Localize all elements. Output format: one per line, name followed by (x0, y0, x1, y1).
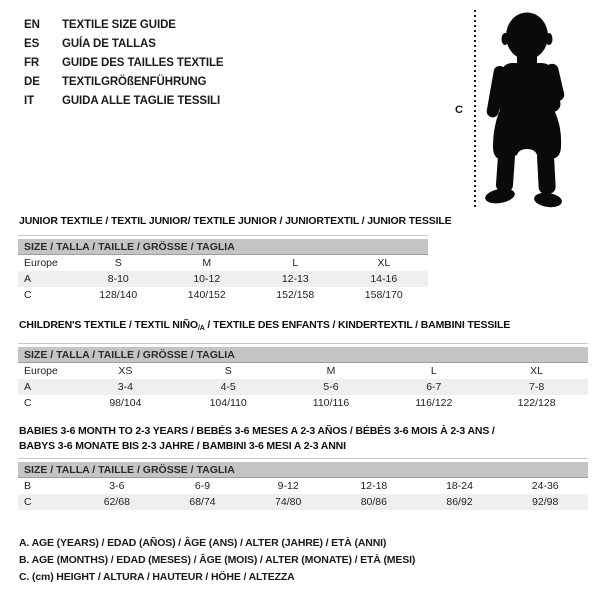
children-title-part: / TEXTILE DES ENFANTS / KINDERTEXTIL / BAMBINI TESSILE (204, 319, 511, 331)
table-row (18, 363, 588, 379)
junior-table-title: JUNIOR TEXTILE / TEXTIL JUNIOR/ TEXTILE JUNIOR / JUNIORTEXTIL / JUNIOR TESSILE (19, 215, 452, 227)
junior-table (18, 235, 428, 303)
language-code: FR (24, 56, 40, 69)
children-title-part: CHILDREN'S TEXTILE / TEXTIL NIÑO (19, 319, 198, 331)
babies-size-header: SIZE / TALLA / TAILLE / GRÖSSE / TAGLIA (18, 462, 588, 478)
table-cell: 80/86 (360, 496, 387, 508)
babies-title-line1: BABIES 3-6 MONTH TO 2-3 YEARS / BEBÉS 3-6 MESES A 2-3 AÑOS / BÉBÉS 3-6 MOIS À 2-3 ANS / (19, 425, 495, 437)
language-row-en (24, 15, 224, 34)
row-label: A (24, 273, 32, 285)
table-row (18, 287, 428, 303)
language-row-de (24, 72, 224, 91)
row-label: A (24, 381, 32, 393)
table-cell: 9-12 (277, 480, 299, 492)
table-cell: 18-24 (446, 480, 473, 492)
babies-table (18, 458, 588, 510)
language-row-es (24, 34, 224, 53)
language-title: GUIDA ALLE TAGLIE TESSILI (62, 94, 221, 107)
table-row (18, 379, 588, 395)
table-cell: 122/128 (517, 397, 556, 409)
row-label: Europe (24, 365, 58, 377)
table-cell: 62/68 (103, 496, 130, 508)
height-measure-label: C (455, 104, 463, 116)
table-row (18, 478, 588, 494)
children-table-title (19, 319, 510, 331)
table-row (18, 255, 428, 271)
height-measure-dotted-line (474, 10, 476, 207)
children-size-header: SIZE / TALLA / TAILLE / GRÖSSE / TAGLIA (18, 347, 588, 363)
table-cell: 6-9 (194, 480, 211, 492)
table-cell: 140/152 (187, 289, 226, 301)
language-title: TEXTILE SIZE GUIDE (62, 18, 176, 31)
footnotes (19, 535, 415, 586)
table-cell: 74/80 (275, 496, 302, 508)
footnote-a: A. AGE (YEARS) / EDAD (AÑOS) / ÂGE (ANS) / ALTER (JAHRE) / ETÀ (ANNI) (19, 537, 387, 549)
table-cell: M (326, 365, 336, 377)
table-cell: 3-6 (109, 480, 125, 492)
table-cell: 10-12 (193, 273, 221, 285)
language-row-it (24, 91, 224, 110)
table-cell: 158/170 (364, 289, 403, 301)
language-title: TEXTILGRÖßENFÜHRUNG (62, 75, 207, 88)
table-cell: 5-6 (323, 381, 339, 393)
table-cell: 104/110 (209, 397, 247, 409)
table-cell: 12-13 (281, 273, 309, 285)
table-cell: XL (530, 365, 543, 377)
babies-table-title (19, 424, 495, 454)
junior-size-header: SIZE / TALLA / TAILLE / GRÖSSE / TAGLIA (18, 239, 428, 255)
babies-title-line2: BABYS 3-6 MONATE BIS 2-3 JAHRE / BAMBINI 3-6 MESI A 2-3 ANNI (19, 440, 346, 452)
table-cell: 110/116 (312, 397, 350, 409)
table-cell: 68/74 (189, 496, 216, 508)
table-cell: S (114, 257, 122, 269)
language-list (24, 15, 224, 110)
baby-silhouette-icon (481, 8, 571, 208)
table-cell: L (292, 257, 299, 269)
table-cell: 128/140 (99, 289, 138, 301)
row-label: C (24, 397, 32, 409)
language-row-fr (24, 53, 224, 72)
footnote-b: B. AGE (MONTHS) / EDAD (MESES) / ÂGE (MOIS) / ALTER (MONATE) / ETÀ (MESI) (19, 554, 416, 566)
table-cell: 92/98 (532, 496, 559, 508)
table-cell: 4-5 (220, 381, 236, 393)
table-cell: 6-7 (426, 381, 442, 393)
row-label: C (24, 289, 32, 301)
table-cell: 116/122 (415, 397, 453, 409)
language-code: EN (24, 18, 40, 31)
language-title: GUÍA DE TALLAS (62, 37, 156, 50)
table-cell: 3-4 (117, 381, 133, 393)
table-cell: XS (118, 365, 133, 377)
table-cell: 7-8 (528, 381, 545, 393)
table-cell: 152/158 (276, 289, 315, 301)
language-code: ES (24, 37, 40, 50)
table-cell: 8-10 (107, 273, 129, 285)
footnote-c: C. (cm) HEIGHT / ALTURA / HAUTEUR / HÖHE / ALTEZZA (19, 571, 295, 583)
table-cell: XL (377, 257, 391, 269)
language-code: IT (24, 94, 35, 107)
children-title-subscript: /A (197, 325, 205, 332)
table-cell: L (430, 365, 437, 377)
table-cell: M (202, 257, 212, 269)
table-cell: S (224, 365, 232, 377)
table-cell: 12-18 (360, 480, 388, 492)
table-cell: 24-36 (531, 480, 559, 492)
table-cell: 98/104 (109, 397, 142, 409)
table-cell: 14-16 (370, 273, 398, 285)
language-code: DE (24, 75, 40, 88)
language-title: GUIDE DES TAILLES TEXTILE (62, 56, 224, 69)
row-label: B (24, 480, 32, 492)
table-row (18, 271, 428, 287)
table-row (18, 494, 588, 510)
table-cell: 86/92 (446, 496, 473, 508)
row-label: Europe (24, 257, 58, 269)
row-label: C (24, 496, 32, 508)
children-table (18, 343, 588, 411)
table-row (18, 395, 588, 411)
